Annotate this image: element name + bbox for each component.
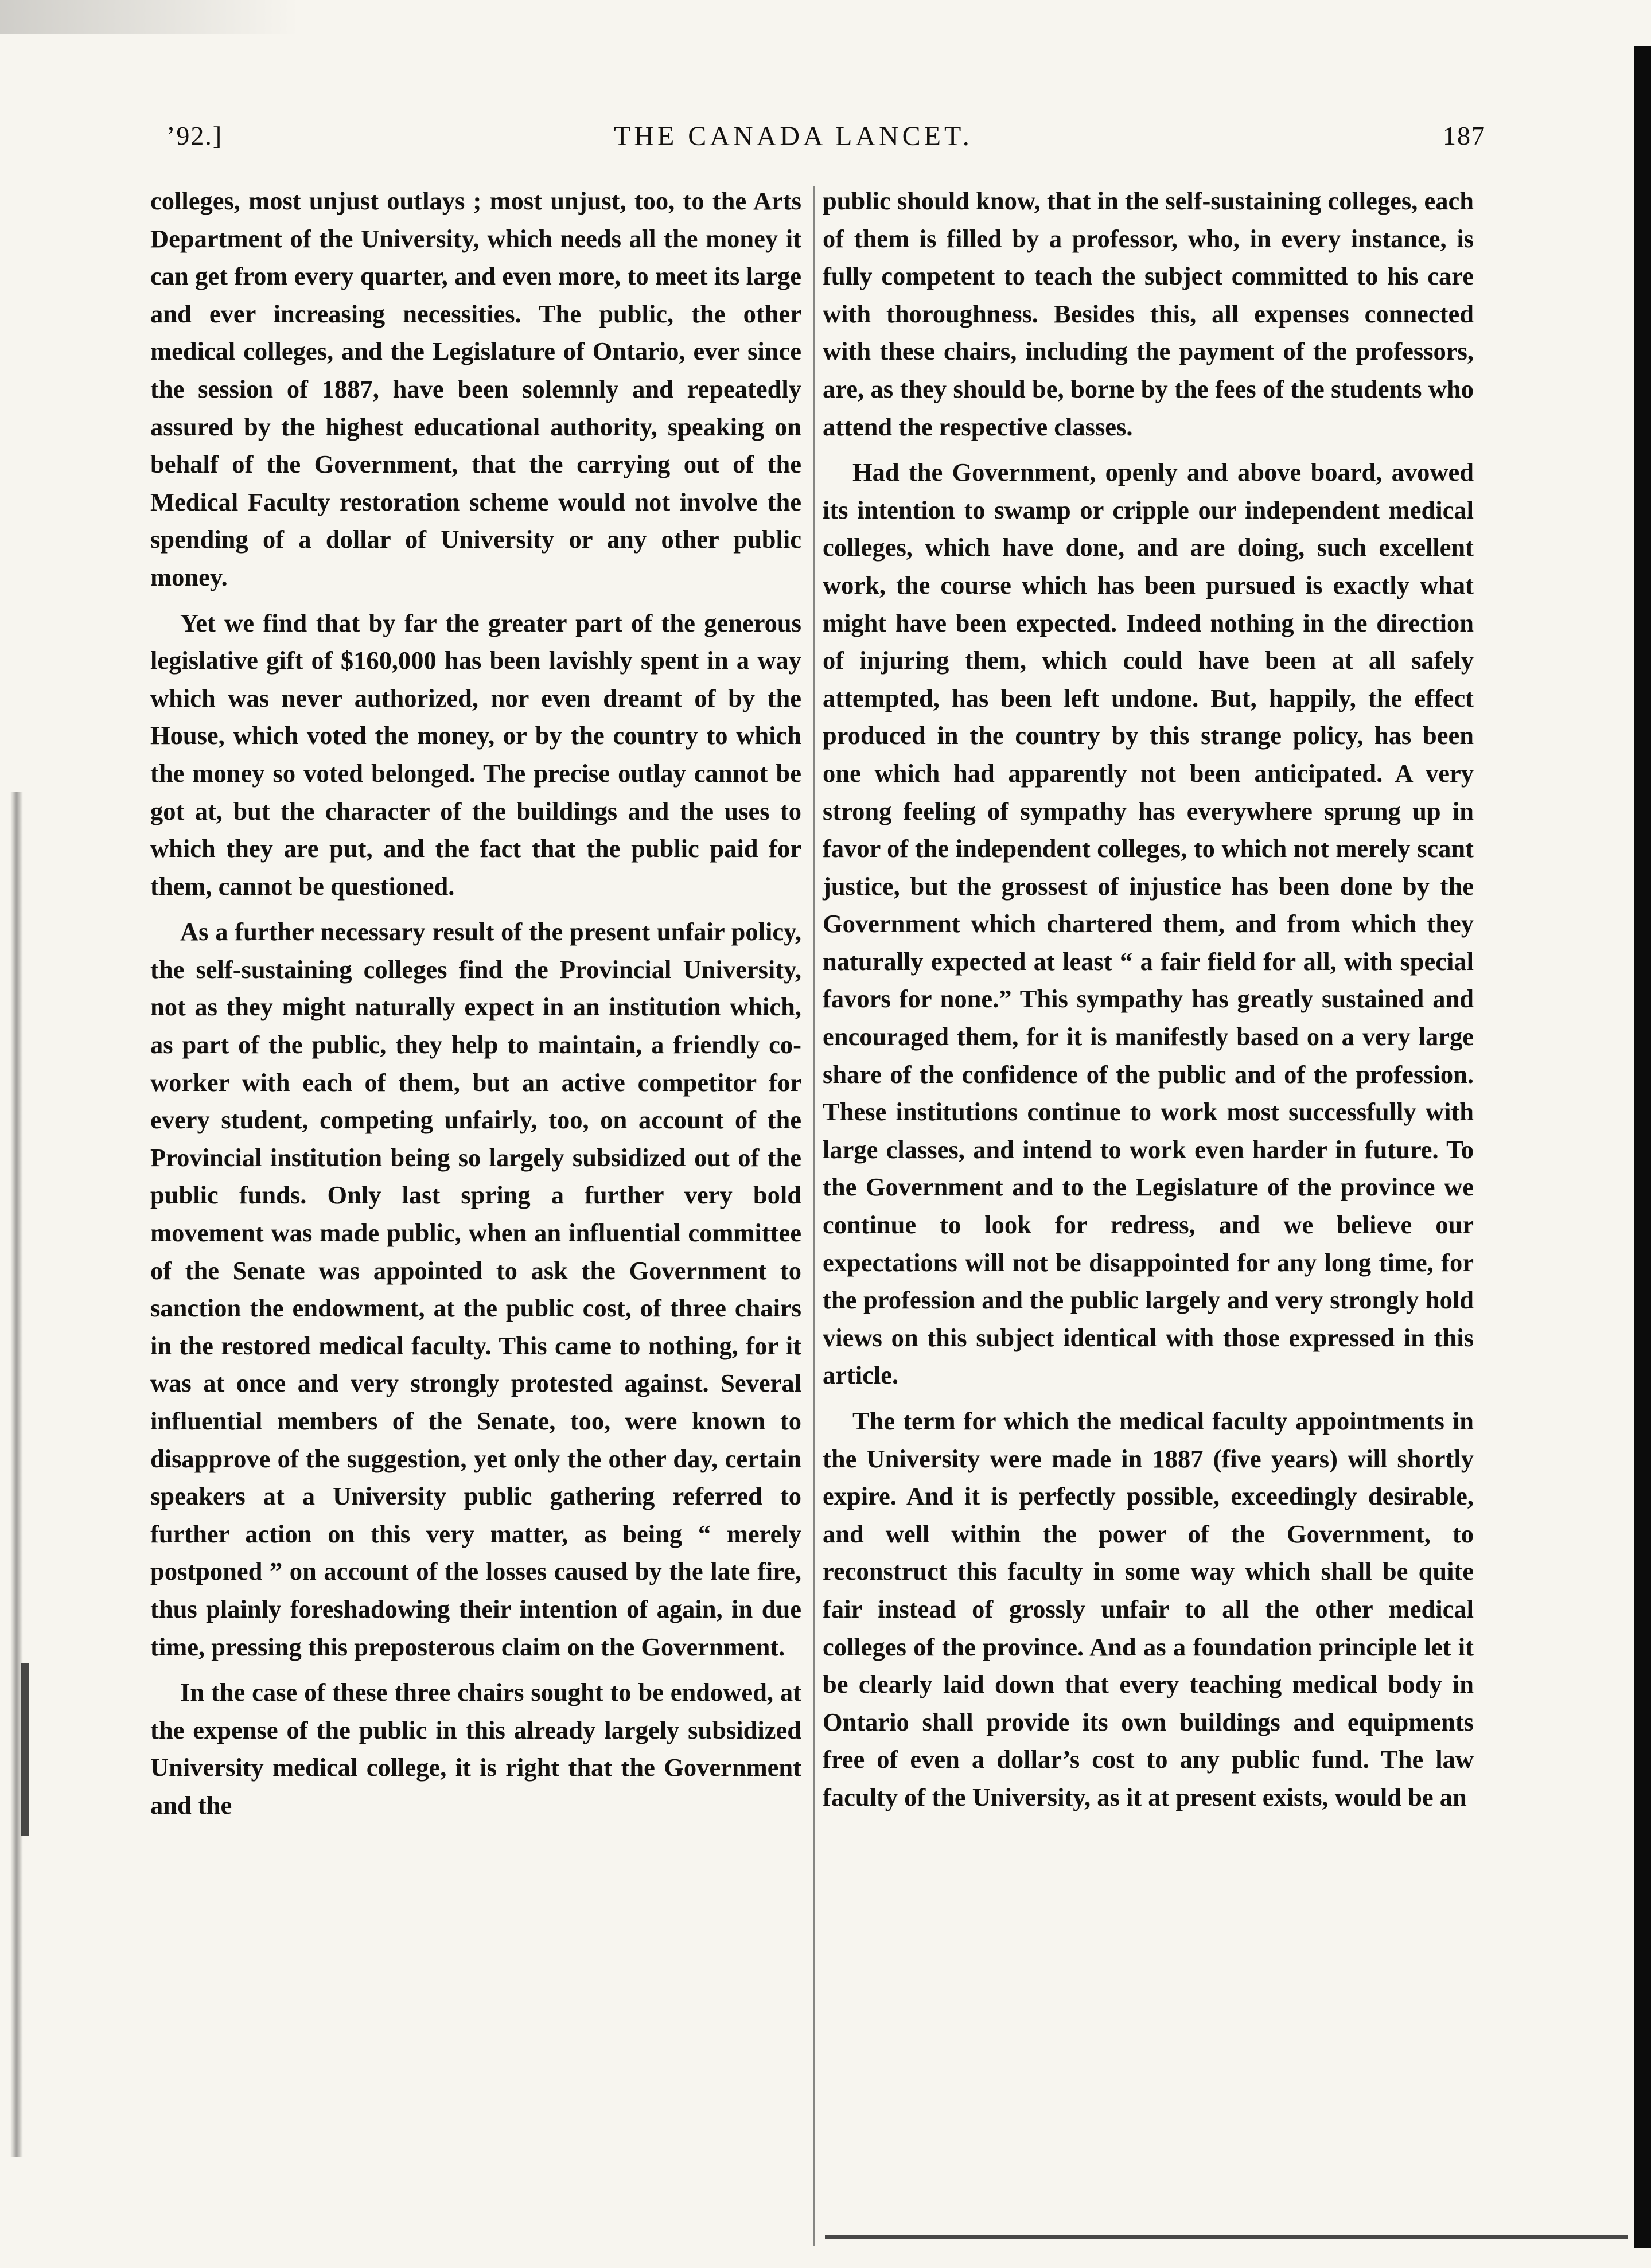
page-edge-shadow	[1634, 46, 1651, 2248]
running-header	[166, 120, 1486, 166]
paragraph: Yet we find that by far the greater part of the generous legislative gift of $160,000 has been lavishly spent in a way which was never authorized, nor even dreamt of by the House, which voted the money, or by the country to which the money so voted belonged. The precise outlay cannot be got at, but the character of the buildings and the uses to which they are put, and the fact that the public paid for them, cannot be questioned.	[150, 608, 801, 901]
binding-mark	[21, 1663, 29, 1836]
page-number: 187	[1443, 121, 1486, 150]
paragraph: In the case of these three chairs sought to be endowed, at the expense of the public in this already largely subsidized University medical college, it is right that the Government and the	[150, 1678, 801, 1819]
paragraph: public should know, that in the self-sustaining colleges, each of them is filled by a professor, who, in every instance, is fully competent to teach the subject committed to his care with thoroughness. Besides this, all expenses connected with these chairs, including the payment of the professors, are, as they should be, borne by the fees of the students who attend the respective classes.	[823, 186, 1474, 441]
left-column	[150, 182, 801, 1825]
binding-shadow	[10, 792, 23, 2157]
column-divider	[813, 186, 815, 2246]
scan-artifact-top	[0, 0, 298, 34]
paragraph: The term for which the medical faculty appointments in the University were made in 1887 (five years) will shortly expire. And it is perfectly possible, exceedingly desirable, and well within the power of the Government, to reconstruct this faculty in some way which shall be quite fair instead of grossly unfair to all the other medical colleges of the province. And as a foundation principle let it be clearly laid down that every teaching medical body in Ontario shall provide its own buildings and equipments free of even a dollar’s cost to any public fund. The law faculty of the University, as it at present exists, would be an	[823, 1406, 1474, 1811]
paragraph: As a further necessary result of the present unfair policy, the self-sustaining colleges find the Provincial University, not as they might naturally expect in an institution which, as part of the public, they help to maintain, a friendly co-worker with each of them, but an active competitor for every student, competing unfairly, too, on account of the Provincial institution being so largely subsidized out of the public funds. Only last spring a further very bold movement was made public, when an influential committee of the Senate was appointed to ask the Government to sanction the endowment, at the public cost, of three chairs in the restored medical faculty. This came to nothing, for it was at once and very strongly protested against. Several influential members of the Senate, too, were known to disapprove of the suggestion, yet only the other day, certain speakers at a University public gathering referred to further action on this very matter, as being “ merely postponed ” on account of the losses caused by the late fire, thus plainly foreshadowing their intention of again, in due time, pressing this preposterous claim on the Government.	[150, 917, 801, 1661]
paragraph: colleges, most unjust outlays ; most unjust, too, to the Arts Department of the University, which needs all the money it can get from every quarter, and even more, to meet its large and ever increasing necessities. The public, the other medical colleges, and the Legislature of Ontario, ever since the session of 1887, have been solemnly and repeatedly assured by the highest educational authority, speaking on behalf of the Government, that the carrying out of the Medical Faculty restoration scheme would not involve the spending of a dollar of University or any other public money.	[150, 186, 801, 591]
right-column	[823, 182, 1474, 1817]
journal-title: THE CANADA LANCET.	[614, 121, 973, 151]
paragraph: Had the Government, openly and above board, avowed its intention to swamp or cripple our independent medical colleges, which have done, and are doing, such excellent work, the course which has been pursued is exactly what might have been expected. Indeed nothing in the direction of injuring them, which could have been at all safely attempted, has been left undone. But, happily, the effect produced in the country by this strange policy, has been one which had apparently not been anticipated. A very strong feeling of sympathy has everywhere sprung up in favor of the independent colleges, to which not merely scant justice, but the grossest of injustice has been done by the Government which chartered them, and from which they naturally expected at least “ a fair field for all, with special favors for none.” This sympathy has greatly sustained and encouraged them, for it is manifestly based on a very large share of the confidence of the public and of the profession. These institutions continue to work most successfully with large classes, and intend to work even harder in future. To the Government and to the Legislature of the province we continue to look for redress, and we believe our expectations will not be disappointed for any long time, for the profession and the public largely and very strongly hold views on this subject identical with those expressed in this article.	[823, 458, 1474, 1390]
header-year: ’92.]	[166, 121, 223, 150]
bottom-edge-shadow	[825, 2235, 1628, 2239]
